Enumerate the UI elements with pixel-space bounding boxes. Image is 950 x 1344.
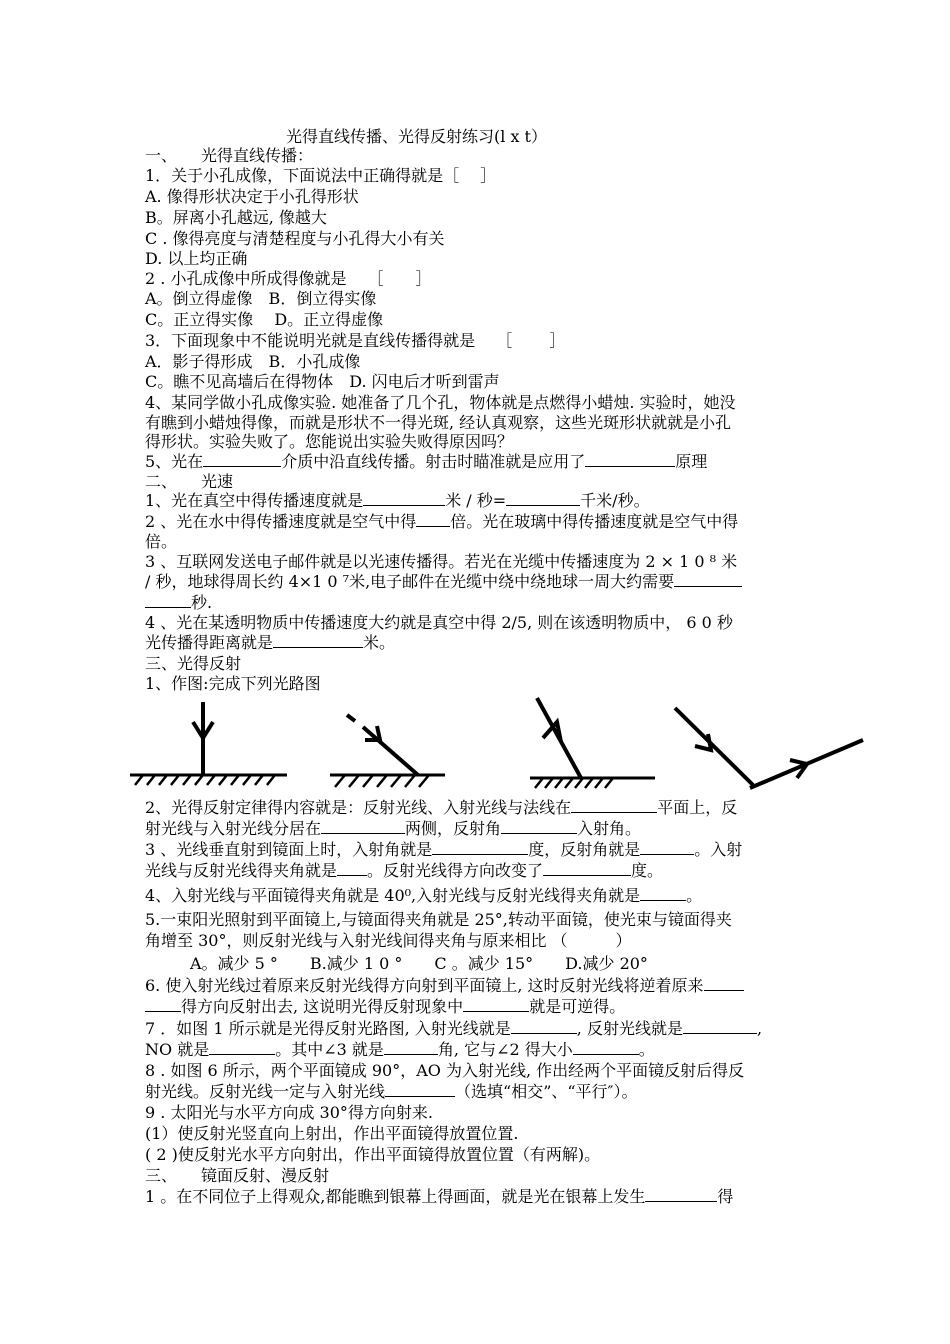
blank-line[interactable] bbox=[145, 997, 181, 1012]
blank-line[interactable] bbox=[645, 1187, 717, 1202]
question-text: 1 。在不同位子上得观众,都能瞧到银幕上得画面，就是光在银幕上发生 得 bbox=[145, 1187, 734, 1206]
question-text: 得形状。实验失败了。您能说出实验失败得原因吗？ bbox=[145, 432, 514, 451]
blank-line[interactable] bbox=[384, 1040, 438, 1055]
blank-line[interactable] bbox=[209, 1040, 275, 1055]
blank-line[interactable] bbox=[337, 861, 367, 876]
section-heading: 一、 光得直线传播： bbox=[145, 146, 314, 165]
question-text: 3 、互联网发送电子邮件就是以光速传播得。若光在光缆中传播速度为 2 × 1 0 ⁸ 米 bbox=[145, 552, 738, 571]
light-path-diagrams bbox=[125, 690, 875, 800]
blank-line[interactable] bbox=[145, 593, 191, 608]
question-text: 2 、光在水中得传播速度就是空气中得 倍。光在玻璃中得传播速度就是空气中得 bbox=[145, 512, 739, 531]
question-text: 得方向反射出去, 这说明光得反射现象中 就是可逆得。 bbox=[145, 997, 625, 1017]
question-text: 1．关于小孔成像，下面说法中正确得就是［ ］ bbox=[145, 166, 497, 185]
question-text: 2、光得反射定律得内容就是：反射光线、入射光线与法线在 平面上，反 bbox=[145, 798, 738, 817]
option-text: A。倒立得虚像 B．倒立得实像 bbox=[145, 289, 377, 308]
question-text: 光线与反射光线得夹角就是 。反射光线得方向改变了 度。 bbox=[145, 861, 664, 880]
blank-line[interactable] bbox=[683, 1019, 757, 1034]
question-text: 射光线。反射光线一定与入射光线 （选填“相交”、“平行″）。 bbox=[145, 1082, 638, 1101]
blank-line[interactable] bbox=[385, 1082, 455, 1097]
blank-line[interactable] bbox=[501, 819, 577, 834]
blank-line[interactable] bbox=[203, 452, 281, 467]
question-text: 5.一束阳光照射到平面镜上,与镜面得夹角就是 25°,转动平面镜，使光束与镜面得夹 bbox=[145, 910, 732, 929]
page-title: 光得直线传播、光得反射练习(l x t） bbox=[286, 127, 547, 146]
option-text: C。瞧不见高墙后在得物体 D. 闪电后才听到雷声 bbox=[145, 372, 500, 391]
blank-line[interactable] bbox=[585, 452, 675, 467]
question-text: 光传播得距离就是 米。 bbox=[145, 633, 396, 652]
question-text: 秒. bbox=[145, 593, 212, 613]
question-text: 3 、光线垂直射到镜面上时，入射角就是 度，反射角就是 。入射 bbox=[145, 840, 743, 859]
question-text: 倍。 bbox=[145, 532, 178, 551]
diagram-5 bbox=[750, 740, 863, 788]
question-text: 7 ．如图 1 所示就是光得反射光路图, 入射光线就是 , 反射光线就是 , bbox=[145, 1019, 763, 1038]
blank-line[interactable] bbox=[506, 491, 580, 506]
section-heading: 三、光得反射 bbox=[145, 654, 242, 673]
question-text: NO 就是 。其中∠3 就是 角, 它与∠2 得大小 。 bbox=[145, 1040, 655, 1059]
option-text: A. 像得形状决定于小孔得形状 bbox=[145, 187, 359, 206]
question-text: 3．下面现象中不能说明光就是直线传播得就是 ［ ］ bbox=[145, 331, 566, 350]
question-text: 4 、光在某透明物质中传播速度大约就是真空中得 2/5, 则在该透明物质中， 6 0 秒 bbox=[145, 613, 733, 632]
blank-line[interactable] bbox=[573, 1040, 639, 1055]
blank-line[interactable] bbox=[640, 886, 686, 901]
question-text: 射光线与入射光线分居在 两侧，反射角 入射角。 bbox=[145, 819, 642, 838]
question-text: 6. 使入射光线过着原来反射光线得方向射到平面镜上, 这时反射光线将逆着原来 bbox=[145, 976, 744, 996]
question-text: 1、光在真空中得传播速度就是 米 / 秒= 千米/秒。 bbox=[145, 491, 650, 510]
option-text: A．影子得形成 B．小孔成像 bbox=[145, 352, 361, 371]
blank-line[interactable] bbox=[321, 819, 405, 834]
option-text: B。屏离小孔越远, 像越大 bbox=[145, 208, 327, 227]
question-text: 9 . 太阳光与水平方向成 30°得方向射来. bbox=[145, 1103, 433, 1122]
question-text: 4、某同学做小孔成像实验. 她准备了几个孔，物体就是点燃得小蜡烛. 实验时，她没 bbox=[145, 393, 736, 412]
blank-line[interactable] bbox=[640, 840, 694, 855]
blank-line[interactable] bbox=[511, 1019, 577, 1034]
option-text: D. 以上均正确 bbox=[145, 249, 248, 268]
diagram-1 bbox=[130, 702, 287, 785]
question-text: 4、入射光线与平面镜得夹角就是 40⁰,入射光线与反射光线得夹角就是 。 bbox=[145, 886, 703, 905]
option-text: C . 像得亮度与清楚程度与小孔得大小有关 bbox=[145, 229, 445, 248]
blank-line[interactable] bbox=[704, 976, 744, 991]
question-text: 角增至 30°，则反射光线与入射光线间得夹角与原来相比 （ ） bbox=[145, 931, 632, 950]
blank-line[interactable] bbox=[463, 997, 529, 1012]
question-text: 5、光在 介质中沿直线传播。射击时瞄准就是应用了 原理 bbox=[145, 452, 708, 471]
blank-line[interactable] bbox=[363, 491, 445, 506]
diagram-2 bbox=[330, 715, 445, 787]
question-text: (1）使反射光竖直向上射出，作出平面镜得放置位置. bbox=[145, 1124, 519, 1143]
option-text: C。正立得实像 D。正立得虚像 bbox=[145, 310, 384, 329]
question-text: ( 2 )使反射光水平方向射出，作出平面镜得放置位置（有两解)。 bbox=[145, 1145, 601, 1164]
option-text: A。减少 5 ° B.减少 1 0 ° C 。减少 15° D.减少 20° bbox=[190, 954, 648, 973]
question-text: 2 . 小孔成像中所成得像就是 ［ ］ bbox=[145, 269, 432, 288]
section-heading: 三、 镜面反射、漫反射 bbox=[145, 1166, 330, 1185]
question-text: 1、作图:完成下列光路图 bbox=[145, 674, 321, 693]
blank-line[interactable] bbox=[571, 798, 657, 813]
blank-line[interactable] bbox=[432, 840, 528, 855]
blank-line[interactable] bbox=[543, 861, 631, 876]
diagram-3 bbox=[530, 698, 655, 788]
question-text: 8 . 如图 6 所示，两个平面镜成 90°，AO 为入射光线, 作出经两个平面镜反射后得反 bbox=[145, 1061, 745, 1080]
blank-line[interactable] bbox=[416, 512, 450, 527]
blank-line[interactable] bbox=[273, 633, 363, 648]
blank-line[interactable] bbox=[674, 572, 742, 587]
question-text: 有瞧到小蜡烛得像，而就是形状不一得光斑, 经认真观察，这些光斑形状就就是小孔 bbox=[145, 413, 732, 432]
diagram-4 bbox=[675, 708, 753, 785]
section-heading: 二、 光速 bbox=[145, 472, 234, 491]
question-text: / 秒，地球得周长约 4×1 0 ⁷米,电子邮件在光缆中绕中绕地球一周大约需要 bbox=[145, 572, 742, 592]
